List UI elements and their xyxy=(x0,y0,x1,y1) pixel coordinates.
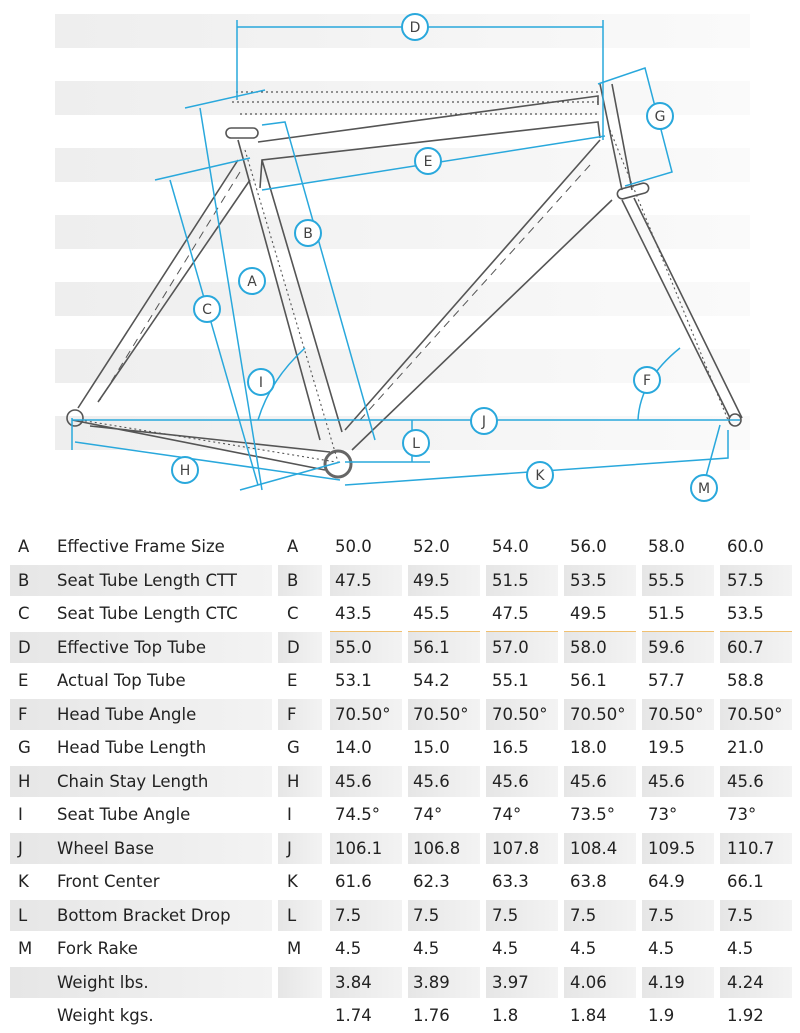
size-value: 55.0 xyxy=(335,637,372,657)
size-value: 70.50° xyxy=(570,704,626,724)
size-value: 106.8 xyxy=(413,838,461,858)
row-label: Actual Top Tube xyxy=(57,671,186,690)
row-key: C xyxy=(18,604,30,623)
svg-text:G: G xyxy=(654,109,666,125)
size-value: 4.5 xyxy=(648,939,675,958)
size-value: 49.5 xyxy=(413,570,450,590)
size-value: 51.5 xyxy=(648,604,685,623)
size-value: 1.84 xyxy=(570,1006,607,1025)
size-value: 60.0 xyxy=(727,537,764,556)
size-value: 58.8 xyxy=(727,671,764,690)
size-value: 74.5° xyxy=(335,805,380,824)
table-row xyxy=(0,698,800,732)
size-value: 55.5 xyxy=(648,570,685,590)
svg-text:C: C xyxy=(202,302,212,318)
size-value: 4.19 xyxy=(648,972,685,992)
size-value: 106.1 xyxy=(335,838,383,858)
svg-text:E: E xyxy=(423,154,433,170)
row-key: B xyxy=(18,570,30,590)
size-value: 43.5 xyxy=(335,604,372,623)
row-label: Head Tube Length xyxy=(57,738,207,757)
table-row xyxy=(0,664,800,698)
row-label: Seat Tube Length CTT xyxy=(57,570,237,590)
size-value: 1.92 xyxy=(727,1006,764,1025)
size-value: 4.5 xyxy=(570,939,597,958)
size-value: 74° xyxy=(413,805,443,824)
size-value: 51.5 xyxy=(492,570,529,590)
row-label: Weight lbs. xyxy=(57,972,149,992)
size-value: 53.5 xyxy=(727,604,764,623)
row-key-repeat: K xyxy=(287,872,298,891)
size-value: 45.6 xyxy=(492,771,529,791)
size-value: 15.0 xyxy=(413,738,450,757)
row-key: K xyxy=(18,872,29,891)
size-value: 7.5 xyxy=(727,905,754,925)
size-value: 14.0 xyxy=(335,738,372,757)
svg-text:B: B xyxy=(303,226,313,242)
row-key: I xyxy=(18,805,23,824)
row-key: J xyxy=(18,838,23,858)
callout-k xyxy=(527,462,553,488)
size-value: 62.3 xyxy=(413,872,450,891)
row-label: Fork Rake xyxy=(57,939,138,958)
size-value: 53.1 xyxy=(335,671,372,690)
table-row xyxy=(0,798,800,832)
callout-l xyxy=(403,430,429,456)
svg-text:H: H xyxy=(179,463,191,479)
row-label: Bottom Bracket Drop xyxy=(57,905,231,925)
row-shading xyxy=(278,833,322,864)
size-value: 56.0 xyxy=(570,537,607,556)
callout-j xyxy=(471,408,497,434)
svg-text:A: A xyxy=(247,274,257,290)
table-row xyxy=(0,765,800,799)
size-value: 70.50° xyxy=(727,704,783,724)
row-key: D xyxy=(18,637,31,657)
svg-text:L: L xyxy=(412,436,420,452)
row-key: E xyxy=(18,671,29,690)
size-value: 1.9 xyxy=(648,1006,675,1025)
row-label: Head Tube Angle xyxy=(57,704,197,724)
size-value: 70.50° xyxy=(648,704,704,724)
callout-c xyxy=(194,296,220,322)
size-value: 45.6 xyxy=(413,771,450,791)
size-value: 54.2 xyxy=(413,671,450,690)
table-row xyxy=(0,999,800,1033)
row-label: Effective Frame Size xyxy=(57,537,225,556)
callout-a xyxy=(239,268,265,294)
size-value: 3.97 xyxy=(492,972,529,992)
row-shading xyxy=(278,900,322,931)
size-value: 4.5 xyxy=(335,939,362,958)
size-value: 19.5 xyxy=(648,738,685,757)
size-value: 58.0 xyxy=(570,637,607,657)
size-value: 73.5° xyxy=(570,805,615,824)
table-row xyxy=(0,564,800,598)
row-key: M xyxy=(18,939,33,958)
size-value: 108.4 xyxy=(570,838,618,858)
table-row xyxy=(0,899,800,933)
size-value: 57.7 xyxy=(648,671,685,690)
table-row xyxy=(0,731,800,765)
svg-text:M: M xyxy=(697,481,711,497)
row-shading xyxy=(278,565,322,596)
callout-d xyxy=(402,14,428,40)
size-value: 21.0 xyxy=(727,738,764,757)
row-key-repeat: J xyxy=(287,838,292,858)
size-value: 57.5 xyxy=(727,570,764,590)
size-value: 4.06 xyxy=(570,972,607,992)
size-value: 45.6 xyxy=(727,771,764,791)
callout-g xyxy=(647,103,673,129)
size-value: 45.6 xyxy=(648,771,685,791)
size-value: 58.0 xyxy=(648,537,685,556)
size-value: 110.7 xyxy=(727,838,775,858)
row-key-repeat: F xyxy=(287,704,297,724)
size-value: 61.6 xyxy=(335,872,372,891)
size-value: 47.5 xyxy=(335,570,372,590)
row-key: F xyxy=(18,704,28,724)
size-value: 7.5 xyxy=(335,905,362,925)
row-key-repeat: L xyxy=(287,905,297,925)
size-value: 70.50° xyxy=(335,704,391,724)
svg-text:J: J xyxy=(481,414,487,430)
row-label: Effective Top Tube xyxy=(57,637,206,657)
size-value: 45.5 xyxy=(413,604,450,623)
size-value: 3.89 xyxy=(413,972,450,992)
size-value: 53.5 xyxy=(570,570,607,590)
size-value: 74° xyxy=(492,805,522,824)
row-key: G xyxy=(18,738,31,757)
row-key-repeat: I xyxy=(287,805,292,824)
size-value: 52.0 xyxy=(413,537,450,556)
size-value: 18.0 xyxy=(570,738,607,757)
table-row xyxy=(0,932,800,966)
size-value: 7.5 xyxy=(492,905,519,925)
size-value: 4.5 xyxy=(492,939,519,958)
size-value: 45.6 xyxy=(570,771,607,791)
size-value: 57.0 xyxy=(492,637,529,657)
row-shading xyxy=(278,766,322,797)
size-value: 54.0 xyxy=(492,537,529,556)
row-key-repeat: H xyxy=(287,771,300,791)
size-value: 1.74 xyxy=(335,1006,372,1025)
size-value: 73° xyxy=(727,805,757,824)
svg-text:D: D xyxy=(409,20,421,36)
size-value: 4.5 xyxy=(727,939,754,958)
size-value: 70.50° xyxy=(413,704,469,724)
callout-m xyxy=(691,475,717,501)
size-value: 7.5 xyxy=(413,905,440,925)
row-label: Weight kgs. xyxy=(57,1006,154,1025)
row-key: L xyxy=(18,905,28,925)
size-value: 4.5 xyxy=(413,939,440,958)
callout-h xyxy=(172,457,198,483)
row-key-repeat: M xyxy=(287,939,302,958)
callout-f xyxy=(634,367,660,393)
size-value: 73° xyxy=(648,805,678,824)
size-value: 3.84 xyxy=(335,972,372,992)
table-row xyxy=(0,832,800,866)
table-row xyxy=(0,631,800,665)
size-value: 47.5 xyxy=(492,604,529,623)
size-value: 63.8 xyxy=(570,872,607,891)
row-key: A xyxy=(18,537,30,556)
size-value: 56.1 xyxy=(570,671,607,690)
geometry-table xyxy=(0,530,800,1033)
row-label: Wheel Base xyxy=(57,838,155,858)
size-value: 59.6 xyxy=(648,637,685,657)
row-label: Chain Stay Length xyxy=(57,771,209,791)
size-value: 55.1 xyxy=(492,671,529,690)
row-key-repeat: C xyxy=(287,604,299,623)
callout-e xyxy=(415,148,441,174)
row-label: Seat Tube Angle xyxy=(57,805,191,824)
frame-diagram-svg xyxy=(0,0,800,510)
size-value: 63.3 xyxy=(492,872,529,891)
size-value: 107.8 xyxy=(492,838,540,858)
callout-b xyxy=(295,220,321,246)
row-key-repeat: G xyxy=(287,738,300,757)
size-value: 1.76 xyxy=(413,1006,450,1025)
row-shading xyxy=(278,632,322,663)
table-row xyxy=(0,597,800,631)
size-value: 50.0 xyxy=(335,537,372,556)
table-row xyxy=(0,530,800,564)
frame-geometry-diagram xyxy=(0,0,800,510)
size-value: 7.5 xyxy=(570,905,597,925)
svg-text:I: I xyxy=(258,375,264,391)
size-value: 66.1 xyxy=(727,872,764,891)
row-shading xyxy=(278,967,322,998)
row-label: Seat Tube Length CTC xyxy=(57,604,238,623)
row-label: Front Center xyxy=(57,872,160,891)
svg-text:K: K xyxy=(535,468,545,484)
callout-i xyxy=(248,369,274,395)
size-value: 109.5 xyxy=(648,838,696,858)
size-value: 49.5 xyxy=(570,604,607,623)
row-key-repeat: A xyxy=(287,537,299,556)
row-shading xyxy=(278,699,322,730)
row-key-repeat: E xyxy=(287,671,298,690)
size-value: 1.8 xyxy=(492,1006,519,1025)
row-key-repeat: B xyxy=(287,570,299,590)
size-value: 7.5 xyxy=(648,905,675,925)
size-value: 70.50° xyxy=(492,704,548,724)
row-key: H xyxy=(18,771,31,791)
size-value: 64.9 xyxy=(648,872,685,891)
table-row xyxy=(0,966,800,1000)
size-value: 16.5 xyxy=(492,738,529,757)
size-value: 60.7 xyxy=(727,637,764,657)
row-key-repeat: D xyxy=(287,637,300,657)
size-value: 56.1 xyxy=(413,637,450,657)
size-value: 45.6 xyxy=(335,771,372,791)
svg-text:F: F xyxy=(642,373,652,389)
table-row xyxy=(0,865,800,899)
size-value: 4.24 xyxy=(727,972,764,992)
